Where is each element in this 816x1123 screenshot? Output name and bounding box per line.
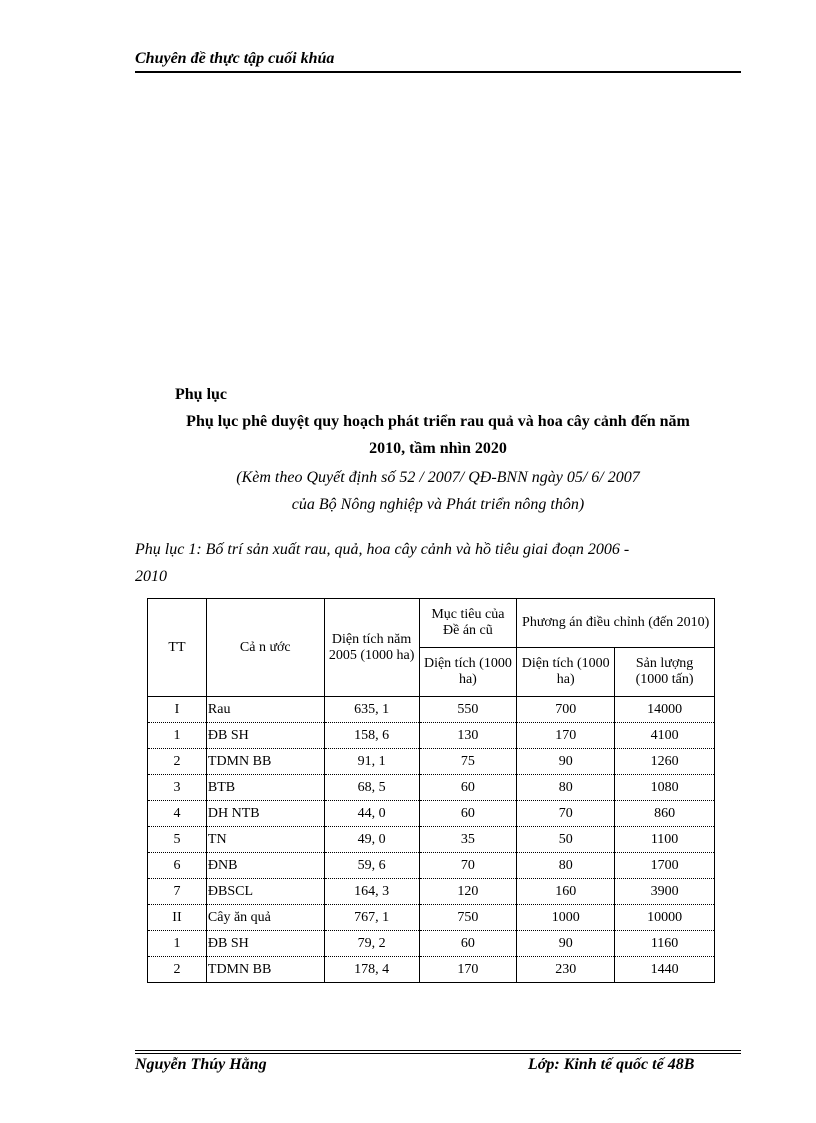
cell-adjust-output: 860 <box>615 801 715 827</box>
cell-region: TDMN BB <box>206 749 324 775</box>
cell-tt: 6 <box>148 853 207 879</box>
cell-area-2005: 178, 4 <box>324 957 419 983</box>
reference-line-1: (Kèm theo Quyết định số 52 / 2007/ QĐ-BNN ngày 05/ 6/ 2007 <box>236 469 640 486</box>
cell-area-2005: 767, 1 <box>324 905 419 931</box>
page-header-title: Chuyên đề thực tập cuối khúa <box>135 50 335 67</box>
cell-target-area: 60 <box>419 931 517 957</box>
cell-area-2005: 79, 2 <box>324 931 419 957</box>
cell-area-2005: 49, 0 <box>324 827 419 853</box>
cell-adjust-output: 4100 <box>615 723 715 749</box>
cell-adjust-output: 1440 <box>615 957 715 983</box>
cell-adjust-area: 80 <box>517 775 615 801</box>
cell-region: ĐNB <box>206 853 324 879</box>
cell-target-area: 60 <box>419 801 517 827</box>
header-adjust-group: Phương án điều chỉnh (đến 2010) <box>517 599 715 648</box>
cell-adjust-area: 160 <box>517 879 615 905</box>
cell-target-area: 170 <box>419 957 517 983</box>
table-row <box>148 827 715 853</box>
cell-tt: 2 <box>148 749 207 775</box>
header-region: Cả n ước <box>206 599 324 697</box>
cell-tt: 2 <box>148 957 207 983</box>
cell-area-2005: 44, 0 <box>324 801 419 827</box>
cell-adjust-area: 170 <box>517 723 615 749</box>
cell-tt: 1 <box>148 931 207 957</box>
reference-line-2: của Bộ Nông nghiệp và Phát triển nông thôn) <box>291 496 585 513</box>
cell-adjust-area: 70 <box>517 801 615 827</box>
cell-region: TN <box>206 827 324 853</box>
cell-adjust-output: 1260 <box>615 749 715 775</box>
header-area-2005: Diện tích năm 2005 (1000 ha) <box>324 599 419 697</box>
cell-adjust-output: 1080 <box>615 775 715 801</box>
cell-region: TDMN BB <box>206 957 324 983</box>
cell-region: ĐBSCL <box>206 879 324 905</box>
cell-target-area: 75 <box>419 749 517 775</box>
header-target-area: Diện tích (1000 ha) <box>419 648 517 697</box>
cell-tt: 5 <box>148 827 207 853</box>
doc-title-line-2: 2010, tầm nhìn 2020 <box>369 440 507 457</box>
header-tt: TT <box>148 599 207 697</box>
table-row <box>148 905 715 931</box>
table-row <box>148 697 715 723</box>
cell-adjust-area: 80 <box>517 853 615 879</box>
table-caption-line-1: Phụ lục 1: Bố trí sản xuất rau, quả, hoa cây cảnh và hồ tiêu giai đoạn 2006 - <box>135 541 630 558</box>
table-row <box>148 749 715 775</box>
cell-area-2005: 59, 6 <box>324 853 419 879</box>
cell-region: BTB <box>206 775 324 801</box>
table-row <box>148 801 715 827</box>
cell-region: Cây ăn quả <box>206 905 324 931</box>
cell-adjust-output: 10000 <box>615 905 715 931</box>
cell-adjust-area: 90 <box>517 749 615 775</box>
table-row <box>148 931 715 957</box>
cell-area-2005: 91, 1 <box>324 749 419 775</box>
table-row <box>148 957 715 983</box>
cell-target-area: 750 <box>419 905 517 931</box>
cell-region: Rau <box>206 697 324 723</box>
cell-adjust-output: 1160 <box>615 931 715 957</box>
cell-tt: I <box>148 697 207 723</box>
header-adjust-area: Diện tích (1000 ha) <box>517 648 615 697</box>
cell-adjust-area: 230 <box>517 957 615 983</box>
cell-target-area: 120 <box>419 879 517 905</box>
header-adjust-output: Sản lượng (1000 tấn) <box>615 648 715 697</box>
cell-target-area: 35 <box>419 827 517 853</box>
cell-area-2005: 635, 1 <box>324 697 419 723</box>
cell-tt: 4 <box>148 801 207 827</box>
section-label: Phụ lục <box>175 386 228 403</box>
table-row <box>148 879 715 905</box>
cell-area-2005: 158, 6 <box>324 723 419 749</box>
cell-target-area: 70 <box>419 853 517 879</box>
footer-rule <box>135 1050 741 1051</box>
table-row <box>148 775 715 801</box>
cell-tt: II <box>148 905 207 931</box>
table-row <box>148 723 715 749</box>
production-table <box>147 598 715 983</box>
cell-adjust-output: 1700 <box>615 853 715 879</box>
footer-author: Nguyễn Thúy Hằng <box>135 1056 267 1073</box>
cell-target-area: 130 <box>419 723 517 749</box>
cell-adjust-area: 700 <box>517 697 615 723</box>
cell-area-2005: 164, 3 <box>324 879 419 905</box>
cell-region: ĐB SH <box>206 931 324 957</box>
cell-adjust-output: 14000 <box>615 697 715 723</box>
table-row <box>148 853 715 879</box>
cell-target-area: 60 <box>419 775 517 801</box>
cell-area-2005: 68, 5 <box>324 775 419 801</box>
cell-adjust-area: 50 <box>517 827 615 853</box>
cell-region: ĐB SH <box>206 723 324 749</box>
cell-adjust-area: 90 <box>517 931 615 957</box>
cell-target-area: 550 <box>419 697 517 723</box>
footer-class: Lớp: Kinh tế quốc tế 48B <box>528 1056 695 1073</box>
cell-tt: 1 <box>148 723 207 749</box>
header-target-group: Mục tiêu của Đề án cũ <box>419 599 517 648</box>
table-caption-line-2: 2010 <box>135 568 167 585</box>
cell-tt: 7 <box>148 879 207 905</box>
cell-tt: 3 <box>148 775 207 801</box>
cell-adjust-area: 1000 <box>517 905 615 931</box>
cell-adjust-output: 3900 <box>615 879 715 905</box>
cell-region: DH NTB <box>206 801 324 827</box>
footer-rule-double <box>135 1053 741 1054</box>
cell-adjust-output: 1100 <box>615 827 715 853</box>
doc-title-line-1: Phụ lục phê duyệt quy hoạch phát triển rau quả và hoa cây cảnh đến năm <box>186 413 690 430</box>
header-rule <box>135 71 741 73</box>
